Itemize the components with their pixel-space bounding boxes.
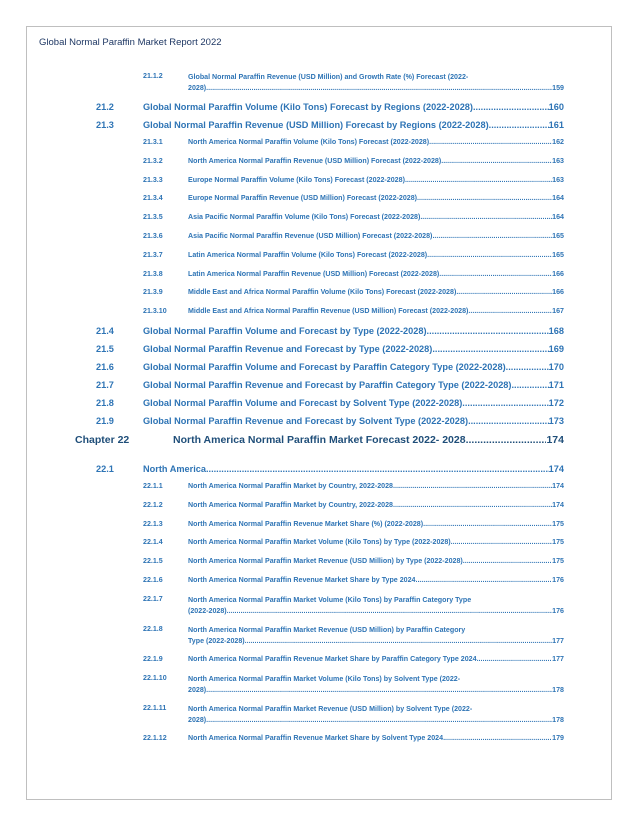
toc-entry-number: 22.1.8	[143, 624, 163, 633]
toc-entry-title	[188, 138, 564, 146]
toc-entry-title	[188, 194, 564, 202]
toc-entry-title	[188, 674, 564, 696]
toc-entry-section[interactable]	[0, 464, 638, 482]
toc-entry-title	[143, 362, 564, 372]
toc-entry-title-line2: (2022-2028)	[188, 606, 227, 615]
toc-entry-title	[188, 72, 564, 94]
dot-leader	[441, 157, 552, 165]
toc-entry-leader-line	[188, 685, 564, 696]
toc-entry-title	[188, 576, 564, 584]
toc-entry-title-line2: 2028)	[188, 685, 207, 694]
toc-entry-title-line1: North America Normal Paraffin Market Revenue (USD Million) by Paraffin Category	[188, 625, 466, 634]
table-of-contents	[0, 72, 638, 752]
toc-entry-title	[188, 501, 564, 509]
toc-entry-subsection[interactable]	[0, 157, 638, 176]
toc-entry-page: 175	[552, 538, 564, 547]
toc-entry-title	[143, 416, 564, 426]
toc-entry-subsection[interactable]	[0, 674, 638, 704]
toc-entry-section[interactable]	[0, 380, 638, 398]
toc-entry-title	[188, 307, 564, 315]
toc-entry-number: 22.1.5	[143, 557, 163, 566]
toc-entry-title-line1: North America Normal Paraffin Market Volume (Kilo Tons) by Solvent Type (2022-	[188, 674, 461, 683]
toc-entry-title-text: North America Normal Paraffin Market Volume (Kilo Tons) by Type (2022-2028)	[188, 538, 451, 547]
toc-entry-subsection[interactable]	[0, 194, 638, 213]
toc-entry-title-line2: 2028)	[188, 715, 207, 724]
toc-entry-number: 21.7	[96, 379, 114, 390]
toc-entry-number: 21.3.1	[143, 138, 163, 146]
toc-entry-number: 21.5	[96, 343, 114, 354]
toc-entry-title-text: North America Normal Paraffin Market by Country, 2022-2028	[188, 481, 393, 490]
dot-leader	[443, 734, 552, 742]
toc-entry-title-text: Middle East and Africa Normal Paraffin Revenue (USD Million) Forecast (2022-2028)	[188, 307, 469, 316]
toc-entry-subsection[interactable]	[0, 270, 638, 289]
toc-entry-subsection[interactable]	[0, 213, 638, 232]
toc-entry-leader-line	[188, 636, 564, 647]
dot-leader	[393, 501, 552, 509]
dot-leader	[393, 482, 552, 490]
dot-leader	[462, 398, 548, 408]
toc-entry-title	[188, 595, 564, 617]
toc-entry-title	[188, 482, 564, 490]
toc-entry-page: 164	[552, 213, 564, 222]
dot-leader	[415, 576, 552, 584]
toc-entry-title-line2: Type (2022-2028)	[188, 636, 245, 645]
dot-leader	[206, 685, 552, 696]
toc-entry-page: 172	[548, 397, 564, 408]
toc-entry-number: 22.1.9	[143, 654, 163, 663]
toc-entry-number: 22.1.12	[143, 733, 167, 742]
toc-entry-section[interactable]	[0, 102, 638, 120]
toc-entry-title-text: North America Normal Paraffin Revenue Market Share by Type 2024	[188, 575, 416, 584]
toc-entry-section[interactable]	[0, 120, 638, 138]
toc-entry-page: 165	[552, 231, 564, 240]
toc-entry-subsection[interactable]	[0, 595, 638, 625]
dot-leader	[463, 557, 552, 565]
toc-entry-section[interactable]	[0, 362, 638, 380]
dot-leader	[206, 715, 552, 726]
toc-entry-number: Chapter 22	[75, 433, 130, 446]
toc-entry-page: 178	[552, 685, 564, 694]
toc-entry-title-text: North America Normal Paraffin Market Forecast 2022- 2028	[173, 433, 466, 446]
toc-entry-page: 168	[548, 325, 564, 336]
dot-leader	[405, 176, 552, 184]
toc-entry-number: 21.8	[96, 397, 114, 408]
toc-entry-title	[143, 326, 564, 336]
toc-entry-page: 165	[552, 250, 564, 259]
dot-leader	[468, 307, 552, 315]
dot-leader	[489, 120, 549, 130]
toc-entry-title	[188, 251, 564, 259]
toc-entry-leader-line	[188, 83, 564, 94]
toc-entry-subsection[interactable]	[0, 520, 638, 539]
toc-entry-number: 22.1	[96, 463, 114, 474]
dot-leader	[427, 251, 552, 259]
dot-leader	[206, 464, 549, 474]
toc-entry-title	[188, 734, 564, 742]
toc-entry-page: 173	[548, 415, 564, 426]
toc-entry-page: 170	[548, 361, 564, 372]
toc-entry-number: 21.1.2	[143, 72, 163, 80]
toc-entry-page: 163	[552, 156, 564, 165]
toc-entry-page: 162	[552, 138, 564, 146]
toc-entry-title-text: North America Normal Paraffin Market by Country, 2022-2028	[188, 500, 393, 509]
toc-entry-number: 21.2	[96, 102, 114, 112]
toc-entry-title	[188, 655, 564, 663]
toc-entry-page: 167	[552, 307, 564, 316]
toc-entry-title-line1: North America Normal Paraffin Market Volume (Kilo Tons) by Paraffin Category Type	[188, 595, 472, 604]
toc-entry-number: 22.1.7	[143, 594, 163, 603]
toc-entry-title-text: North America Normal Paraffin Market Revenue (USD Million) by Type (2022-2028)	[188, 557, 463, 566]
toc-entry-number: 22.1.6	[143, 575, 163, 584]
toc-entry-subsection[interactable]	[0, 625, 638, 655]
toc-entry-page: 166	[552, 288, 564, 297]
toc-entry-page: 179	[552, 733, 564, 742]
dot-leader	[227, 606, 553, 617]
toc-entry-number: 21.3.6	[143, 231, 163, 240]
toc-entry-page: 174	[552, 500, 564, 509]
toc-entry-title	[143, 398, 564, 408]
toc-entry-title	[188, 704, 564, 726]
toc-entry-title-text: Global Normal Paraffin Revenue and Forecast by Type (2022-2028)	[143, 343, 433, 354]
running-header: Global Normal Paraffin Market Report 2022	[39, 37, 222, 48]
toc-entry-subsection[interactable]	[0, 704, 638, 734]
dot-leader	[466, 434, 547, 446]
toc-entry-title	[143, 120, 564, 130]
toc-entry-title-text: Global Normal Paraffin Volume and Forecast by Paraffin Category Type (2022-2028)	[143, 361, 506, 372]
toc-entry-title-text: North America Normal Paraffin Revenue (USD Million) Forecast (2022-2028)	[188, 156, 442, 165]
toc-entry-subsection[interactable]	[0, 232, 638, 251]
toc-entry-number: 22.1.10	[143, 673, 167, 682]
dot-leader	[468, 416, 549, 426]
toc-entry-title-text: Global Normal Paraffin Revenue and Forecast by Solvent Type (2022-2028)	[143, 415, 469, 426]
toc-entry-number: 22.1.4	[143, 538, 163, 547]
toc-entry-title-text: North America Normal Paraffin Revenue Market Share (%) (2022-2028)	[188, 519, 424, 528]
toc-entry-number: 21.3.10	[143, 307, 167, 316]
toc-entry-number: 21.3.5	[143, 213, 163, 222]
toc-entry-page: 176	[552, 606, 564, 615]
toc-entry-section[interactable]	[0, 326, 638, 344]
toc-entry-title-text: Europe Normal Paraffin Revenue (USD Million) Forecast (2022-2028)	[188, 194, 418, 203]
dot-leader	[456, 288, 552, 296]
toc-entry-section[interactable]	[0, 344, 638, 362]
toc-entry-title-line2: 2028)	[188, 84, 207, 92]
toc-entry-title	[188, 520, 564, 528]
toc-entry-number: 21.3	[96, 120, 114, 130]
toc-entry-title-text: North America	[143, 463, 206, 474]
toc-entry-title-text: North America Normal Paraffin Volume (Kilo Tons) Forecast (2022-2028)	[188, 138, 430, 146]
toc-entry-page: 166	[552, 269, 564, 278]
toc-entry-page: 169	[548, 343, 564, 354]
toc-entry-subsection[interactable]	[0, 482, 638, 501]
toc-entry-page: 177	[552, 636, 564, 645]
toc-entry-title	[188, 288, 564, 296]
toc-entry-subsection[interactable]	[0, 288, 638, 307]
toc-entry-page: 176	[552, 575, 564, 584]
toc-entry-title	[188, 213, 564, 221]
toc-entry-title	[188, 176, 564, 184]
toc-entry-number: 22.1.11	[143, 703, 167, 712]
toc-entry-title-text: Europe Normal Paraffin Volume (Kilo Tons) Forecast (2022-2028)	[188, 175, 405, 184]
toc-entry-subsection[interactable]	[0, 251, 638, 270]
toc-entry-page: 161	[548, 120, 564, 130]
toc-entry-title	[143, 344, 564, 354]
toc-entry-title-text: Global Normal Paraffin Volume and Forecast by Type (2022-2028)	[143, 325, 427, 336]
toc-entry-title-line1: North America Normal Paraffin Market Revenue (USD Million) by Solvent Type (2022-	[188, 704, 473, 713]
toc-entry-title	[188, 538, 564, 546]
toc-entry-page: 174	[552, 481, 564, 490]
dot-leader	[451, 538, 552, 546]
toc-entry-number: 21.3.9	[143, 288, 163, 297]
toc-entry-number: 21.3.7	[143, 250, 163, 259]
toc-entry-number: 21.3.3	[143, 175, 163, 184]
toc-entry-title	[188, 270, 564, 278]
toc-entry-title	[188, 625, 564, 647]
dot-leader	[473, 102, 549, 112]
toc-entry-page: 177	[552, 654, 564, 663]
toc-entry-number: 21.3.8	[143, 269, 163, 278]
toc-entry-subsection[interactable]	[0, 576, 638, 595]
toc-entry-number: 22.1.1	[143, 481, 163, 490]
dot-leader	[423, 520, 552, 528]
toc-entry-page: 164	[552, 194, 564, 203]
toc-entry-title	[143, 102, 564, 112]
toc-entry-page: 175	[552, 519, 564, 528]
dot-leader	[432, 232, 552, 240]
toc-entry-title	[188, 557, 564, 565]
toc-entry-section[interactable]	[0, 398, 638, 416]
toc-entry-subsection[interactable]	[0, 557, 638, 576]
toc-entry-number: 21.3.4	[143, 194, 163, 203]
toc-entry-number: 21.3.2	[143, 156, 163, 165]
toc-entry-title-text: Latin America Normal Paraffin Revenue (USD Million) Forecast (2022-2028)	[188, 269, 440, 278]
toc-entry-title-text: Global Normal Paraffin Revenue and Forecast by Paraffin Category Type (2022-2028)	[143, 379, 512, 390]
dot-leader	[206, 83, 552, 94]
toc-entry-title-text: Asia Pacific Normal Paraffin Volume (Kilo Tons) Forecast (2022-2028)	[188, 213, 421, 222]
toc-entry-title	[188, 232, 564, 240]
toc-entry-page: 175	[552, 557, 564, 566]
toc-entry-title-line1: Global Normal Paraffin Revenue (USD Million) and Growth Rate (%) Forecast (2022-	[188, 73, 469, 81]
dot-leader	[420, 213, 552, 221]
toc-entry-subsection[interactable]	[0, 734, 638, 753]
toc-entry-leader-line	[188, 715, 564, 726]
toc-entry-subsection[interactable]	[0, 538, 638, 557]
toc-entry-page: 159	[552, 84, 564, 92]
toc-entry-number: 21.4	[96, 325, 114, 336]
toc-entry-page: 171	[548, 379, 564, 390]
toc-entry-number: 21.9	[96, 415, 114, 426]
toc-entry-title	[173, 434, 564, 446]
toc-entry-title-text: North America Normal Paraffin Revenue Market Share by Solvent Type 2024	[188, 733, 444, 742]
toc-entry-page: 178	[552, 715, 564, 724]
toc-entry-page: 174	[546, 433, 564, 446]
toc-entry-subsection[interactable]	[0, 138, 638, 157]
toc-entry-title-text: Global Normal Paraffin Volume (Kilo Tons) Forecast by Regions (2022-2028)	[143, 102, 473, 112]
dot-leader	[439, 270, 552, 278]
toc-entry-title-text: Global Normal Paraffin Revenue (USD Million) Forecast by Regions (2022-2028)	[143, 120, 489, 130]
dot-leader	[245, 636, 553, 647]
toc-entry-section[interactable]	[0, 416, 638, 434]
dot-leader	[432, 344, 548, 354]
toc-entry-subsection[interactable]	[0, 176, 638, 195]
dot-leader	[511, 380, 548, 390]
toc-entry-subsection[interactable]	[0, 655, 638, 674]
toc-entry-title	[188, 157, 564, 165]
toc-entry-title	[143, 380, 564, 390]
toc-entry-page: 163	[552, 175, 564, 184]
toc-entry-title	[143, 464, 564, 474]
toc-entry-subsection[interactable]	[0, 501, 638, 520]
dot-leader	[506, 362, 549, 372]
toc-entry-subsection[interactable]	[0, 307, 638, 326]
dot-leader	[429, 138, 552, 146]
toc-entry-page: 174	[548, 463, 564, 474]
toc-entry-subsection[interactable]	[0, 72, 638, 102]
dot-leader	[427, 326, 549, 336]
dot-leader	[417, 194, 552, 202]
toc-entry-title-text: Global Normal Paraffin Volume and Forecast by Solvent Type (2022-2028)	[143, 397, 463, 408]
toc-entry-leader-line	[188, 606, 564, 617]
toc-entry-page: 160	[548, 102, 564, 112]
toc-entry-title-text: Latin America Normal Paraffin Volume (Kilo Tons) Forecast (2022-2028)	[188, 250, 428, 259]
toc-entry-chapter[interactable]	[0, 434, 638, 464]
toc-entry-number: 21.6	[96, 361, 114, 372]
dot-leader	[477, 655, 553, 663]
toc-entry-number: 22.1.2	[143, 500, 163, 509]
toc-entry-title-text: Middle East and Africa Normal Paraffin Volume (Kilo Tons) Forecast (2022-2028)	[188, 288, 457, 297]
toc-entry-number: 22.1.3	[143, 519, 163, 528]
toc-entry-title-text: North America Normal Paraffin Revenue Market Share by Paraffin Category Type 2024	[188, 654, 477, 663]
toc-entry-title-text: Asia Pacific Normal Paraffin Revenue (USD Million) Forecast (2022-2028)	[188, 231, 433, 240]
